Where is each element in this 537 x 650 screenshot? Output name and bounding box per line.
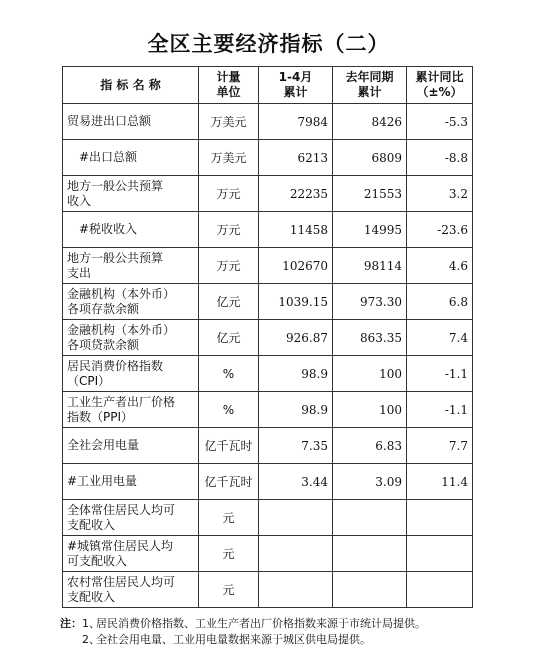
header-label-line: 去年同期: [345, 70, 394, 84]
indicator-name: [63, 392, 199, 428]
yoy-change-value: 3.2: [407, 176, 473, 212]
yoy-change-value: 11.4: [407, 464, 473, 500]
yoy-change-value: [407, 572, 473, 608]
table-row: [63, 140, 473, 176]
header-label-line: （±%）: [416, 85, 463, 99]
header-label-line: 单位: [216, 85, 241, 99]
indicator-name-line: 指数（PPI）: [67, 409, 134, 424]
yoy-change-value: 4.6: [407, 248, 473, 284]
unit-cell: 元: [199, 500, 259, 536]
table-row: [63, 104, 473, 140]
table-body: [63, 104, 473, 608]
page-title: 全区主要经济指标（二）: [147, 32, 390, 56]
indicator-name-line: 可支配收入: [67, 553, 128, 568]
header-unit: [199, 67, 259, 104]
prev-cumulative-value: 6809: [333, 140, 407, 176]
yoy-change-value: -1.1: [407, 392, 473, 428]
footnotes: [60, 616, 530, 648]
unit-cell: 亿千瓦时: [199, 428, 259, 464]
indicator-name-line: 工业生产者出厂价格: [67, 394, 176, 409]
footnote-1: [60, 616, 530, 632]
table-row: [63, 572, 473, 608]
prev-cumulative-value: 863.35: [333, 320, 407, 356]
indicator-name-line: #工业用电量: [67, 474, 138, 488]
indicator-name: [63, 284, 199, 320]
indicator-name-line: #城镇常住居民人均: [67, 538, 174, 553]
indicator-name: [63, 320, 199, 356]
indicator-name-line: 地方一般公共预算: [67, 178, 164, 193]
prev-cumulative-value: 14995: [333, 212, 407, 248]
prev-cumulative-value: 100: [333, 392, 407, 428]
unit-cell: 万美元: [199, 104, 259, 140]
indicator-name-line: 支出: [67, 265, 92, 280]
indicator-name-line: 金融机构（本外币）: [67, 286, 176, 301]
table-row: [63, 392, 473, 428]
unit-cell: %: [199, 356, 259, 392]
header-label-line: 累计: [283, 85, 308, 99]
table-row: [63, 536, 473, 572]
cumulative-value: 3.44: [259, 464, 333, 500]
cumulative-value: [259, 500, 333, 536]
indicator-name-line: 各项贷款余额: [67, 337, 140, 352]
indicator-name: [63, 536, 199, 572]
prev-cumulative-value: [333, 572, 407, 608]
indicator-name: [63, 356, 199, 392]
header-label-line: 累计: [357, 85, 382, 99]
table-row: [63, 428, 473, 464]
indicator-name: [63, 104, 199, 140]
footnote-prefix: 注：: [60, 617, 82, 630]
indicator-name: [63, 212, 199, 248]
yoy-change-value: -1.1: [407, 356, 473, 392]
cumulative-value: 7984: [259, 104, 333, 140]
unit-cell: 元: [199, 536, 259, 572]
yoy-change-value: 6.8: [407, 284, 473, 320]
prev-cumulative-value: [333, 536, 407, 572]
indicator-name-line: 农村常住居民人均可: [67, 574, 176, 589]
unit-cell: 万元: [199, 248, 259, 284]
footnote-text: 全社会用电量、工业用电量数据来源于城区供电局提供。: [96, 633, 371, 646]
cumulative-value: [259, 572, 333, 608]
indicator-name: [63, 140, 199, 176]
yoy-change-value: 7.7: [407, 428, 473, 464]
cumulative-value: 98.9: [259, 392, 333, 428]
indicator-name-line: 各项存款余额: [67, 301, 140, 316]
prev-cumulative-value: 8426: [333, 104, 407, 140]
indicator-name-line: 全社会用电量: [67, 438, 140, 452]
cumulative-value: 7.35: [259, 428, 333, 464]
indicator-name: [63, 572, 199, 608]
header-label-line: 累计同比: [415, 70, 464, 84]
footnote-number: 2、: [82, 633, 100, 646]
table-row: [63, 356, 473, 392]
economic-indicators-table: [62, 66, 473, 608]
footnote-number: 1、: [82, 617, 100, 630]
header-indicator-name: [63, 67, 199, 104]
cumulative-value: 11458: [259, 212, 333, 248]
prev-cumulative-value: 100: [333, 356, 407, 392]
yoy-change-value: -8.8: [407, 140, 473, 176]
table-row: [63, 500, 473, 536]
indicator-name-line: 支配收入: [67, 589, 116, 604]
indicator-name-line: （CPI）: [67, 373, 111, 388]
header-label-line: 指 标 名 称: [100, 77, 161, 92]
prev-cumulative-value: [333, 500, 407, 536]
yoy-change-value: -23.6: [407, 212, 473, 248]
indicator-name-line: 支配收入: [67, 517, 116, 532]
indicator-name: [63, 464, 199, 500]
cumulative-value: 98.9: [259, 356, 333, 392]
cumulative-value: [259, 536, 333, 572]
indicator-name: [63, 428, 199, 464]
prev-cumulative-value: 973.30: [333, 284, 407, 320]
unit-cell: 万元: [199, 176, 259, 212]
cumulative-value: 6213: [259, 140, 333, 176]
header-label-line: 计量: [216, 70, 241, 84]
yoy-change-value: 7.4: [407, 320, 473, 356]
header-cumulative: [259, 67, 333, 104]
header-prev-cumulative: [333, 67, 407, 104]
footnote-2: [60, 632, 530, 648]
indicator-name-line: #出口总额: [79, 150, 138, 164]
indicator-name: [63, 500, 199, 536]
cumulative-value: 1039.15: [259, 284, 333, 320]
yoy-change-value: [407, 500, 473, 536]
cumulative-value: 926.87: [259, 320, 333, 356]
table-row: [63, 212, 473, 248]
indicator-name: [63, 248, 199, 284]
unit-cell: 亿元: [199, 284, 259, 320]
unit-cell: 元: [199, 572, 259, 608]
unit-cell: %: [199, 392, 259, 428]
prev-cumulative-value: 98114: [333, 248, 407, 284]
prev-cumulative-value: 21553: [333, 176, 407, 212]
indicator-name-line: 全体常住居民人均可: [67, 502, 176, 517]
unit-cell: 万元: [199, 212, 259, 248]
indicator-name-line: 地方一般公共预算: [67, 250, 164, 265]
yoy-change-value: [407, 536, 473, 572]
table-row: [63, 464, 473, 500]
indicator-name-line: #税收收入: [79, 222, 138, 236]
indicator-name-line: 金融机构（本外币）: [67, 322, 176, 337]
indicator-name-line: 收入: [67, 193, 92, 208]
cumulative-value: 22235: [259, 176, 333, 212]
header-label-line: 1-4月: [278, 70, 313, 84]
header-row: [63, 67, 473, 104]
prev-cumulative-value: 6.83: [333, 428, 407, 464]
indicator-name: [63, 176, 199, 212]
unit-cell: 亿元: [199, 320, 259, 356]
cumulative-value: 102670: [259, 248, 333, 284]
header-yoy: [407, 67, 473, 104]
footnote-text: 居民消费价格指数、工业生产者出厂价格指数来源于市统计局提供。: [96, 617, 426, 630]
table-row: [63, 284, 473, 320]
prev-cumulative-value: 3.09: [333, 464, 407, 500]
yoy-change-value: -5.3: [407, 104, 473, 140]
indicator-name-line: 贸易进出口总额: [67, 114, 152, 128]
indicator-name-line: 居民消费价格指数: [67, 358, 164, 373]
table-row: [63, 248, 473, 284]
table-row: [63, 176, 473, 212]
table-row: [63, 320, 473, 356]
unit-cell: 亿千瓦时: [199, 464, 259, 500]
unit-cell: 万美元: [199, 140, 259, 176]
